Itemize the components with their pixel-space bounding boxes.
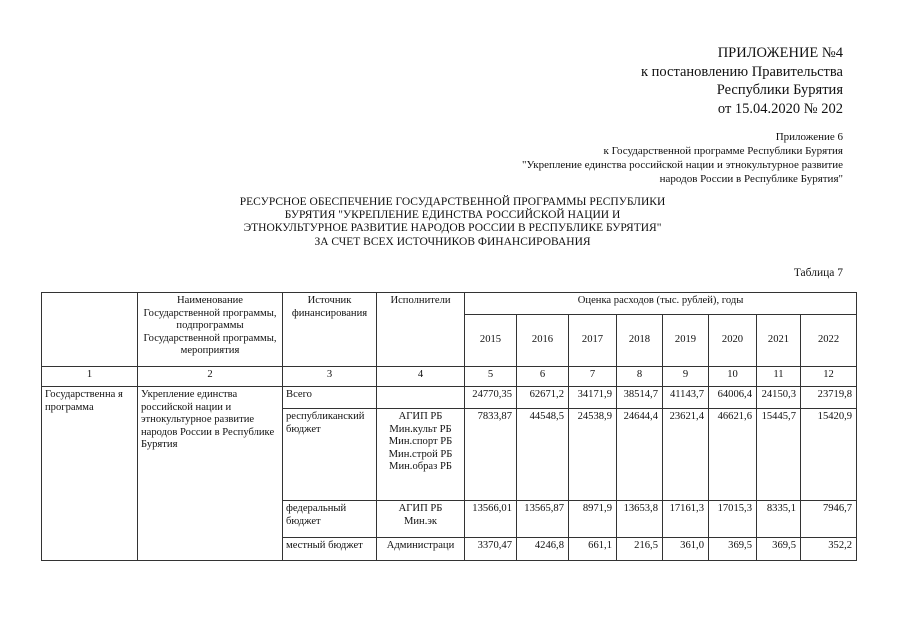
executor: Мин.строй РБ [388,448,453,460]
value-cell: 361,0 [663,538,709,561]
executor: Мин.образ РБ [389,461,452,472]
appendix-line: Республики Бурятия [716,82,843,98]
year-header: 2016 [517,315,569,367]
column-number: 6 [517,367,569,387]
appendix-line: ПРИЛОЖЕНИЕ №4 [717,45,843,61]
value-cell: 216,5 [617,538,663,561]
executor: Мин.эк [403,515,438,527]
column-number: 3 [283,367,377,387]
source-cell: республиканский бюджет [283,409,377,501]
value-cell: 15445,7 [757,409,801,501]
value-cell: 7946,7 [801,501,857,538]
executor: Администраци [386,540,455,551]
year-header: 2015 [465,315,517,367]
executors-cell [377,538,465,561]
value-cell: 23719,8 [801,387,857,409]
value-cell: 17161,3 [663,501,709,538]
source-cell: Всего [283,387,377,409]
value-cell: 44548,5 [517,409,569,501]
header-source: Источник финансирования [283,293,377,367]
column-number: 5 [465,367,517,387]
source-cell: федеральный бюджет [283,501,377,538]
year-header: 2018 [617,315,663,367]
resource-table [41,292,857,561]
executor: Мин.культ РБ [389,423,452,435]
value-cell: 369,5 [757,538,801,561]
column-number: 1 [42,367,138,387]
annex-line: Приложение 6 [775,131,843,143]
executor: Мин.спорт РБ [388,436,453,447]
table-label: Таблица 7 [793,267,843,279]
value-cell: 8971,9 [569,501,617,538]
header-cell [42,293,138,367]
appendix-line: к постановлению Правительства [641,63,843,80]
document-title [0,196,905,249]
value-cell: 24770,35 [465,387,517,409]
title-line: БУРЯТИЯ "УКРЕПЛЕНИЕ ЕДИНСТВА РОССИЙСКОЙ НАЦИИ И [284,209,621,222]
title-line: РЕСУРСНОЕ ОБЕСПЕЧЕНИЕ ГОСУДАРСТВЕННОЙ ПРОГРАММЫ РЕСПУБЛИКИ [239,196,666,208]
executors-cell [377,501,465,538]
column-number: 4 [377,367,465,387]
value-cell: 24150,3 [757,387,801,409]
table-row [42,387,857,409]
value-cell: 24538,9 [569,409,617,501]
source-cell: местный бюджет [283,538,377,561]
value-cell: 64006,4 [709,387,757,409]
value-cell: 46621,6 [709,409,757,501]
value-cell: 13653,8 [617,501,663,538]
executor: АГИП РБ [398,503,443,514]
value-cell: 3370,47 [465,538,517,561]
executor: АГИП РБ [398,411,443,422]
column-number: 2 [138,367,283,387]
column-number: 10 [709,367,757,387]
column-number: 7 [569,367,617,387]
appendix-line: от 15.04.2020 № 202 [717,100,843,117]
value-cell: 41143,7 [663,387,709,409]
value-cell: 7833,87 [465,409,517,501]
appendix-header [641,44,843,118]
annex-line: народов России в Республике Бурятия" [659,173,843,185]
executors-cell [377,387,465,409]
value-cell: 23621,4 [663,409,709,501]
year-header: 2021 [757,315,801,367]
value-cell: 17015,3 [709,501,757,538]
value-cell: 24644,4 [617,409,663,501]
value-cell: 4246,8 [517,538,569,561]
column-number: 11 [757,367,801,387]
column-number: 9 [663,367,709,387]
program-name-cell: Укрепление единства российской нации и этнокультурное развитие народов России в Республике Бурятия [138,387,283,561]
column-number: 8 [617,367,663,387]
title-line: ЭТНОКУЛЬТУРНОЕ РАЗВИТИЕ НАРОДОВ РОССИИ В РЕСПУБЛИКЕ БУРЯТИЯ" [243,222,662,235]
year-header: 2022 [801,315,857,367]
value-cell: 13566,01 [465,501,517,538]
year-header: 2017 [569,315,617,367]
value-cell: 34171,9 [569,387,617,409]
header-executors: Исполнители [377,293,465,367]
value-cell: 369,5 [709,538,757,561]
value-cell: 8335,1 [757,501,801,538]
value-cell: 15420,9 [801,409,857,501]
value-cell: 38514,7 [617,387,663,409]
header-program-name: Наименование Государственной программы, подпрограммы Государственной программы, мероприятия [138,293,283,367]
column-number: 12 [801,367,857,387]
year-header: 2019 [663,315,709,367]
executors-cell [377,409,465,501]
value-cell: 661,1 [569,538,617,561]
year-header: 2020 [709,315,757,367]
title-line: ЗА СЧЕТ ВСЕХ ИСТОЧНИКОВ ФИНАНСИРОВАНИЯ [314,235,591,248]
value-cell: 352,2 [801,538,857,561]
value-cell: 62671,2 [517,387,569,409]
value-cell: 13565,87 [517,501,569,538]
header-estimate: Оценка расходов (тыс. рублей), годы [465,293,857,315]
annex-line: "Укрепление единства российской нации и этнокультурное развитие [521,159,843,171]
status-cell: Государственна я программа [42,387,138,561]
annex-line: к Государственной программе Республики Бурятия [603,145,843,157]
annex-header [522,130,843,186]
